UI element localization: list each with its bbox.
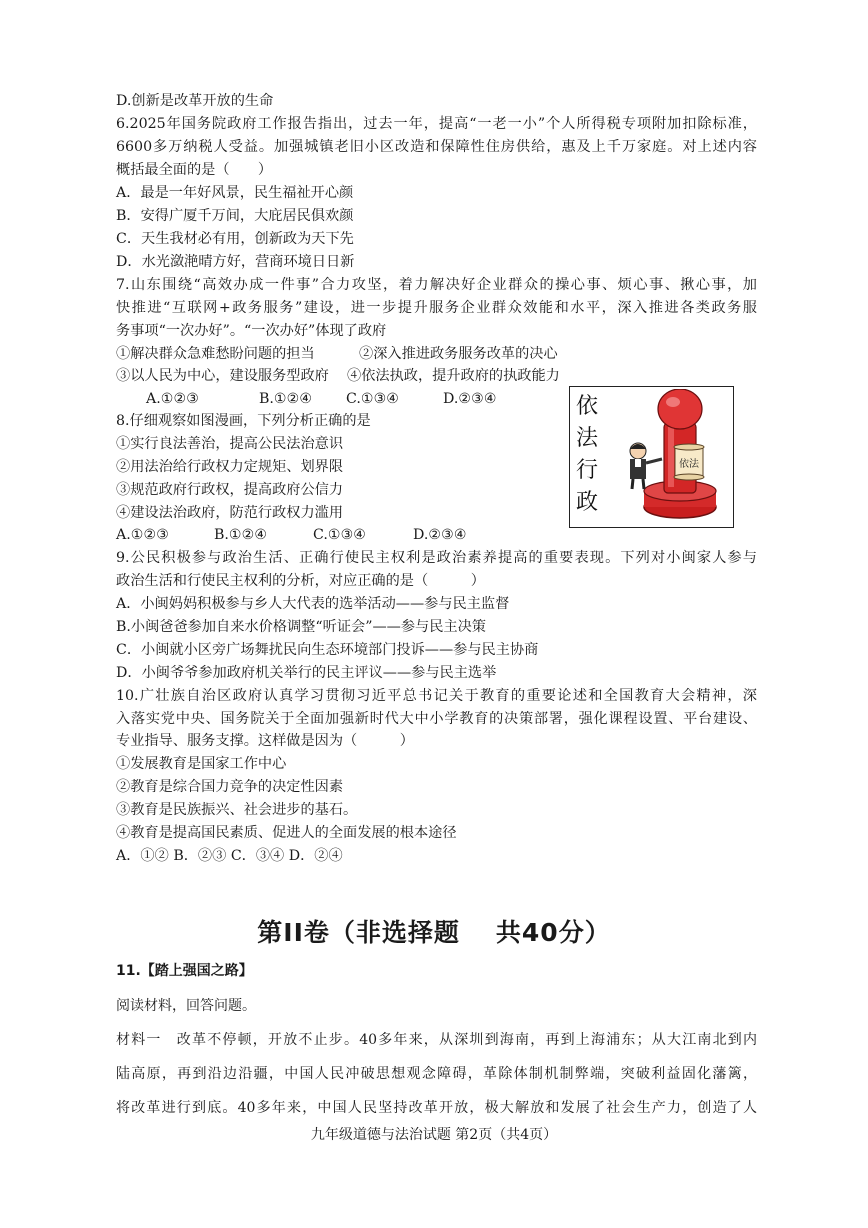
cartoon-char-3: 行 (576, 458, 599, 483)
q10-statement-2: ②教育是综合国力竞争的决定性因素 (116, 779, 344, 795)
q8-option-d: D.②③④ (413, 527, 467, 543)
cartoon-char-2: 法 (576, 426, 599, 451)
part-two-title-left: 第II卷（非选择题 (257, 918, 460, 947)
q9-option-c: C．小闽就小区旁广场舞扰民向生态环境部门投诉——参与民主协商 (116, 642, 539, 658)
part-two-title (0, 913, 868, 949)
q8-option-c: C.①③④ (313, 527, 367, 543)
q10-options: A．①② B．②③ C．③④ D．②④ (116, 848, 343, 864)
q7-option-c: C.①③④ (346, 391, 400, 407)
q8-option-a: A.①②③ (116, 527, 169, 543)
q9-stem-line2: 政治生活和行使民主权利的分析，对应正确的是（ ） (116, 573, 485, 589)
q7-statement-2: ②深入推进政务服务改革的决心 (359, 346, 558, 362)
q7-statement-4: ④依法执政，提升政府的执政能力 (347, 368, 560, 384)
q8-statement-4: ④建设法治政府，防范行政权力滥用 (116, 505, 344, 521)
q11-material-line2: 陆高原，再到沿边沿疆，中国人民冲破思想观念障碍，革除体制机制弊端，突破利益固化藩篱， (116, 1066, 757, 1082)
q7-stem-line1: 7.山东围绕“高效办成一件事”合力攻坚，着力解决好企业群众的操心事、烦心事、揪心事，加 (116, 277, 757, 293)
q7-stem-line2: 快推进“互联网+政务服务”建设，进一步提升服务企业群众效能和水平，深入推进各类政务服 (116, 300, 757, 316)
q7-option-d: D.②③④ (443, 391, 497, 407)
q8-statement-3: ③规范政府行政权，提高政府公信力 (116, 482, 344, 498)
q7-option-a: A.①②③ (146, 391, 199, 407)
q10-statement-4: ④教育是提高国民素质、促进人的全面发展的根本途径 (116, 825, 457, 841)
q6-option-a: A．最是一年好风景，民生福祉开心颜 (116, 185, 354, 201)
q6-option-d: D．水光潋滟晴方好，营商环境日日新 (116, 254, 355, 270)
q10-stem-line1: 10.广壮族自治区政府认真学习贯彻习近平总书记关于教育的重要论述和全国教育大会精神，深 (116, 688, 757, 704)
cartoon-rule-by-law (569, 386, 734, 528)
q9-option-b: B.小闽爸爸参加自来水价格调整“听证会”——参与民主决策 (116, 619, 486, 635)
q6-option-b: B．安得广厦千万间，大庇居民俱欢颜 (116, 208, 354, 224)
q10-stem-line2: 入落实党中央、国务院关于全面加强新时代大中小学教育的决策部署，强化课程设置、平台建设、 (116, 711, 757, 727)
q11-material-line1: 材料一 改革不停顿，开放不止步。40多年来，从深圳到海南，再到上海浦东；从大江南北到内 (116, 1032, 757, 1048)
cartoon-vertical-text (576, 391, 604, 519)
stamp-illustration (610, 389, 730, 525)
q11-prompt: 阅读材料，回答问题。 (116, 998, 256, 1014)
q10-statement-1: ①发展教育是国家工作中心 (116, 756, 287, 772)
part-two-title-right: 共40分） (495, 918, 611, 947)
q9-stem-line1: 9.公民积极参与政治生活、正确行使民主权利是政治素养提高的重要表现。下列对小闽家人参与 (116, 550, 757, 566)
q8-statement-1: ①实行良法善治，提高公民法治意识 (116, 436, 344, 452)
q8-stem: 8.仔细观察如图漫画，下列分析正确的是 (116, 413, 371, 429)
page-footer: 九年级道德与法治试题 第2页（共4页） (310, 1127, 558, 1143)
q7-option-b: B.①②④ (259, 391, 313, 407)
q11-heading: 11.【踏上强国之路】 (116, 963, 253, 979)
q10-stem-line3: 专业指导、服务支撑。这样做是因为（ ） (116, 733, 414, 749)
cartoon-char-1: 依 (576, 394, 599, 419)
q7-statement-3: ③以人民为中心，建设服务型政府 (116, 368, 329, 384)
q8-statement-2: ②用法治给行政权力定规矩、划界限 (116, 459, 344, 475)
q10-statement-3: ③教育是民族振兴、社会进步的基石。 (116, 802, 358, 818)
scroll-label: 依法 (679, 459, 699, 470)
q11-material-line3: 将改革进行到底。40多年来，中国人民坚持改革开放，极大解放和发展了社会生产力，创造了人 (116, 1100, 757, 1116)
q6-stem-line3: 概括最全面的是（ ） (116, 162, 273, 178)
q9-option-d: D．小闽爷爷参加政府机关举行的民主评议——参与民主选举 (116, 665, 497, 681)
q8-option-b: B.①②④ (214, 527, 268, 543)
q6-stem-line2: 6600多万纳税人受益。加强城镇老旧小区改造和保障性住房供给，惠及上千万家庭。对上述内容 (116, 139, 757, 155)
q7-statement-1: ①解决群众急难愁盼问题的担当 (116, 346, 315, 362)
option-d-prev: D.创新是改革开放的生命 (116, 93, 274, 109)
cartoon-char-4: 政 (576, 490, 599, 515)
q9-option-a: A．小闽妈妈积极参与乡人大代表的选举活动——参与民主监督 (116, 596, 510, 612)
q6-option-c: C．天生我材必有用，创新政为天下先 (116, 231, 354, 247)
q7-stem-line3: 务事项“一次办好”。“一次办好”体现了政府 (116, 323, 387, 339)
q6-stem-line1: 6.2025年国务院政府工作报告指出，过去一年，提高“一老一小”个人所得税专项附加扣除标准， (116, 116, 757, 132)
